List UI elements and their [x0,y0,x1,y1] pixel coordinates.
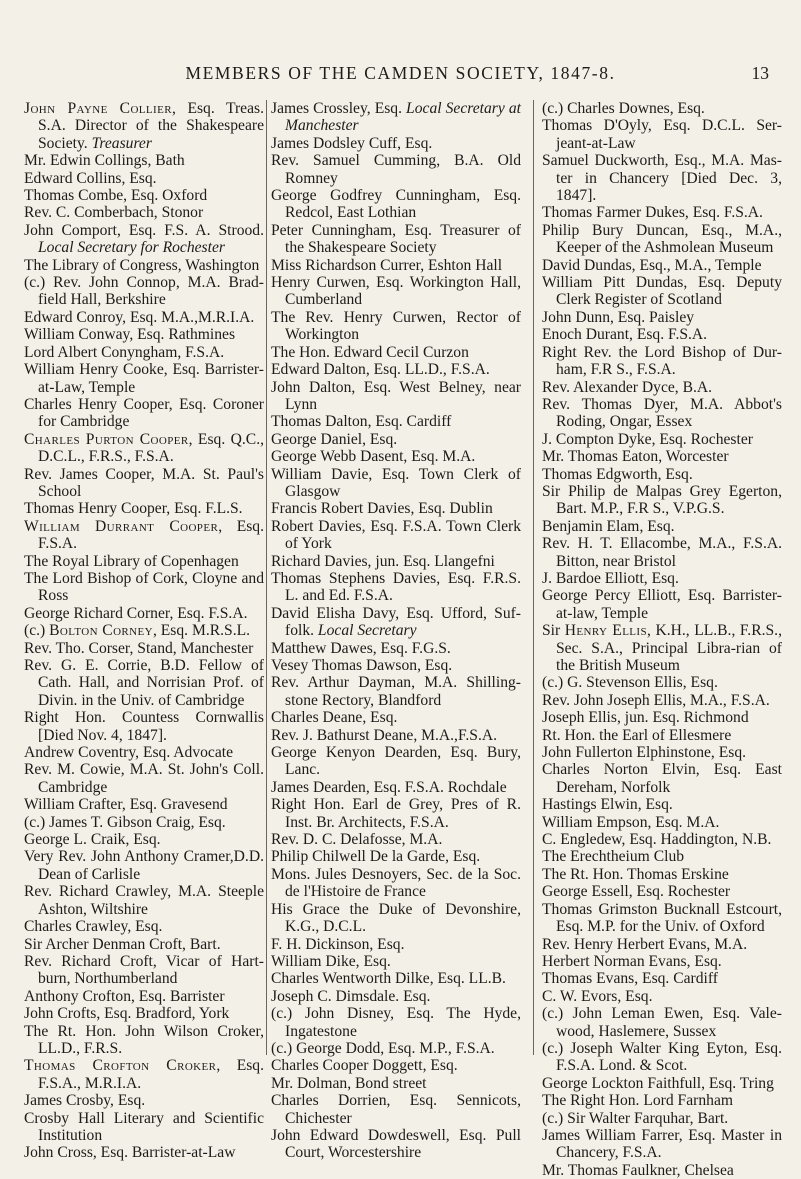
entry-text: C. Engledew, Esq. Haddington, N.B. [542,831,772,849]
entry-text: Rev. Richard Croft, Vicar of Hart-burn, Northumberland [24,952,264,988]
entry-text: , Esq. F.S.A. [38,517,264,553]
entry-text: The Rt. Hon. Thomas Erskine [542,865,729,883]
member-entry [542,344,782,379]
member-entry [271,309,521,344]
member-entry [271,413,521,430]
member-entry [24,257,264,274]
member-entry [542,692,782,709]
member-entry [24,204,264,221]
entry-text: William Davie, Esq. Town Clerk of Glasgow [271,465,521,500]
entry-text: Thomas Edgworth, Esq. [542,465,693,483]
member-entry [542,1127,782,1162]
entry-text: Thomas Stephens Davies, Esq. F.R.S. L. and Ed. F.S.A. [271,569,521,605]
entry-text: George Percy Elliott, Esq. Barrister-at-law, Temple [542,587,782,622]
member-entry [271,640,521,657]
entry-text: Rev. Tho. Corser, Stand, Manchester [24,639,254,657]
member-entry [542,100,782,117]
entry-text: William Crafter, Esq. Gravesend [24,796,228,814]
entry-text: Thomas D'Oyly, Esq. D.C.L. Ser-jeant-at-Law [542,117,782,152]
member-entry [542,709,782,726]
member-entry [24,1057,264,1092]
entry-text: Right Hon. Countess Cornwallis [Died Nov. 4, 1847]. [24,709,264,744]
member-entry [271,796,521,831]
member-entry [271,953,521,970]
entry-text: George Essell, Esq. Rochester [542,883,731,901]
entry-text: Benjamin Elam, Esq. [542,517,675,535]
office-italic: Local Secretary [317,622,417,640]
member-entry [24,744,264,761]
member-entry [271,187,521,222]
entry-text: Very Rev. John Anthony Cramer,D.D. Dean of Carlisle [24,848,264,883]
entry-text: John Edward Dowdeswell, Esq. Pull Court, Worcestershire [271,1126,521,1162]
member-entry [24,918,264,935]
entry-text: (c.) [24,622,50,640]
member-entry [542,204,782,221]
member-entry [271,431,521,448]
entry-text: John Fullerton Elphinstone, Esq. [542,744,747,762]
entry-text: Miss Richardson Currer, Eshton Hall [271,256,503,274]
member-entry [542,518,782,535]
entry-text: Rev. Samuel Cumming, B.A. Old Romney [271,152,521,187]
member-entry [24,187,264,204]
member-entry [24,709,264,744]
entry-text: James William Farrer, Esq. Master in Chancery, F.S.A. [542,1126,782,1162]
entry-text: Rev. H. T. Ellacombe, M.A., F.S.A. Bitton, near Bristol [542,535,782,570]
member-entry [271,988,521,1005]
member-entry [24,831,264,848]
member-entry [24,170,264,187]
entry-text: William Conway, Esq. Rathmines [24,326,236,344]
member-entry [271,1040,521,1057]
member-entry [542,953,782,970]
entry-text: James Dearden, Esq. F.S.A. Rochdale [271,778,507,796]
entry-text: Philip Bury Duncan, Esq., M.A., Keeper of the Ashmolean Museum [542,221,782,257]
entry-text: Thomas Dalton, Esq. Cardiff [271,413,452,431]
member-entry [542,936,782,953]
member-entry [271,466,521,501]
member-name-smallcaps: Charles Purton Cooper [24,430,189,448]
entry-text: Mr. Thomas Faulkner, Chelsea [542,1161,734,1179]
entry-text: David Dundas, Esq., M.A., Temple [542,256,762,274]
member-entry [542,1075,782,1092]
entry-text: , Esq. M.R.S.L. [152,622,251,640]
member-name-smallcaps: Bolton Corney [49,622,153,640]
column-rule [533,100,534,1055]
entry-text: , Esq. Treas. S.A. Director of the Shakespeare Society. [38,100,264,152]
member-entry [24,431,264,466]
entry-text: Rev. Richard Crawley, M.A. Steeple Ashton, Wiltshire [24,883,264,918]
member-entry [542,970,782,987]
entry-text: Thomas Combe, Esq. Oxford [24,187,208,205]
member-entry [271,657,521,674]
entry-text: John Crofts, Esq. Bradford, York [24,1005,230,1023]
member-entry [271,1092,521,1127]
member-entry [24,100,264,152]
entry-text: (c.) Joseph Walter King Eyton, Esq. F.S.A. Lond. & Scot. [542,1039,782,1075]
entry-text: Charles Norton Elvin, Esq. East Dereham, Norfolk [542,761,782,796]
member-entry [24,518,264,553]
entry-text: The Right Hon. Lord Farnham [542,1092,733,1110]
member-entry [24,814,264,831]
member-entry [24,848,264,883]
entry-text: F. H. Dickinson, Esq. [271,935,405,953]
entry-text: Right Hon. Earl de Grey, Pres of R. Inst. Br. Architects, F.S.A. [271,796,521,831]
member-entry [24,605,264,622]
entry-text: George Webb Dasent, Esq. M.A. [271,448,476,466]
member-entry [542,117,782,152]
member-entry [271,866,521,901]
member-entry [271,936,521,953]
entry-text: Lord Albert Conyngham, F.S.A. [24,343,225,361]
member-entry [542,483,782,518]
member-entry [24,396,264,431]
running-head [0,63,801,87]
member-entry [24,657,264,709]
member-entry [271,727,521,744]
entry-text: James Crossley, Esq. [271,100,407,117]
entry-text: George Daniel, Esq. [271,430,398,448]
member-entry [271,605,521,640]
entry-text: , Esq. Q.C., D.C.L., F.R.S., F.S.A. [38,430,265,466]
member-entry [542,814,782,831]
entry-text: Sir Archer Denman Croft, Bart. [24,935,221,953]
member-entry [271,274,521,309]
entry-text: C. W. Evors, Esq. [542,987,653,1005]
column-rule [266,100,267,1055]
entry-text: Thomas Farmer Dukes, Esq. F.S.A. [542,204,763,222]
entry-text: (c.) John Disney, Esq. The Hyde, Ingatestone [271,1005,521,1040]
entry-text: Rev. Henry Herbert Evans, M.A. [542,935,748,953]
member-entry [542,796,782,813]
entry-text: Charles Deane, Esq. [271,709,398,727]
member-entry [271,379,521,414]
entry-text: Richard Davies, jun. Esq. Llangefni [271,552,495,570]
entry-text: Sir Philip de Malpas Grey Egerton, Bart. M.P., F.R S., V.P.G.S. [542,482,782,518]
member-entry [24,274,264,309]
entry-text: The Royal Library of Copenhagen [24,552,239,570]
member-entry [542,396,782,431]
member-entry [542,988,782,1005]
page-number: 13 [751,63,769,83]
entry-text: William Dike, Esq. [271,952,391,970]
entry-text: William Pitt Dundas, Esq. Deputy Clerk Register of Scotland [542,274,782,309]
member-entry [542,570,782,587]
entry-text: Rev. James Cooper, M.A. St. Paul's School [24,465,264,500]
entry-text: George Lockton Faithfull, Esq. Tring [542,1074,774,1092]
entry-text: Peter Cunningham, Esq. Treasurer of the Shakespeare Society [271,221,521,257]
entry-text: , K.H., LL.B., F.R.S., Sec. S.A., Principal Libra-rian of the British Museum [556,622,782,674]
member-entry [542,535,782,570]
entry-text: Mr. Thomas Eaton, Worcester [542,448,729,466]
member-entry [24,222,264,257]
office-italic: Local Secretary for Rochester [38,239,225,257]
entry-text: William Empson, Esq. M.A. [542,813,720,831]
member-entry [24,570,264,605]
entry-text: (c.) Sir Walter Farquhar, Bart. [542,1109,729,1127]
entry-text: Edward Dalton, Esq. LL.D., F.S.A. [271,361,490,379]
entry-text: Rev. G. E. Corrie, B.D. Fellow of Cath. Hall, and Norrisian Prof. of Divin. in the Univ. of Cambridge [24,657,264,709]
entry-text: The Lord Bishop of Cork, Cloyne and Ross [24,569,264,605]
entry-text: The Hon. Edward Cecil Curzon [271,343,469,361]
member-entry [271,831,521,848]
entry-text: (c.) Charles Downes, Esq. [542,100,705,117]
member-entry [24,883,264,918]
entry-text: Herbert Norman Evans, Esq. [542,952,722,970]
entry-text: Rev. J. Bathurst Deane, M.A.,F.S.A. [271,726,498,744]
entry-text: Hastings Elwin, Esq. [542,796,673,814]
entry-text: Charles Dorrien, Esq. Sennicots, Chichester [271,1092,521,1127]
member-entry [271,518,521,553]
entry-text: Charles Wentworth Dilke, Esq. LL.B. [271,970,506,988]
member-entry [542,848,782,865]
member-entry [24,988,264,1005]
member-entry [542,466,782,483]
member-entry [271,135,521,152]
member-entry [271,500,521,517]
member-entry [271,344,521,361]
entry-text: Edward Conroy, Esq. M.A.,M.R.I.A. [24,308,255,326]
entry-text: Mr. Dolman, Bond street [271,1074,427,1092]
entry-text: , Esq. F.S.A., M.R.I.A. [38,1057,264,1092]
entry-text: J. Compton Dyke, Esq. Rochester [542,430,753,448]
entry-text: Rev. Thomas Dyer, M.A. Abbot's Roding, Ongar, Essex [542,395,782,431]
member-entry [542,309,782,326]
entry-text: Thomas Henry Cooper, Esq. F.L.S. [24,500,243,518]
entry-text: Mons. Jules Desnoyers, Sec. de la Soc. de l'Histoire de France [271,865,521,901]
entry-text: (c.) James T. Gibson Craig, Esq. [24,813,226,831]
member-name-smallcaps: William Durrant Cooper [24,517,219,535]
member-entry [542,1092,782,1109]
member-entry [542,587,782,622]
member-entry [24,326,264,343]
entry-text: George Godfrey Cunningham, Esq. Redcol, East Lothian [271,187,521,222]
member-entry [542,727,782,744]
entry-text: Andrew Coventry, Esq. Advocate [24,744,234,762]
member-entry [271,448,521,465]
entry-text: J. Bardoe Elliott, Esq. [542,569,679,587]
member-column-2 [271,100,521,1162]
member-name-smallcaps: John Payne Collier [24,100,172,117]
member-entry [24,1023,264,1058]
entry-text: John Comport, Esq. F.S. A. Strood. [24,221,264,239]
member-entry [271,361,521,378]
entry-text: Rev. D. C. Delafosse, M.A. [271,831,443,849]
member-entry [24,361,264,396]
member-entry [542,448,782,465]
member-entry [542,1110,782,1127]
entry-text: Edward Collins, Esq. [24,169,157,187]
entry-text: John Dunn, Esq. Paisley [542,308,695,326]
member-entry [24,936,264,953]
member-entry [24,953,264,988]
member-name-smallcaps: Thomas Crofton Croker [24,1057,217,1075]
member-entry [542,222,782,257]
entry-text: John Dalton, Esq. West Belney, near Lynn [271,378,521,413]
member-column-1 [24,100,264,1162]
entry-text: Anthony Crofton, Esq. Barrister [24,987,225,1005]
member-entry [542,622,782,674]
member-entry [542,674,782,691]
member-entry [24,761,264,796]
member-entry [24,500,264,517]
member-entry [271,1127,521,1162]
entry-text: Mr. Edwin Collings, Bath [24,152,185,170]
member-entry [271,744,521,779]
office-italic: Local Secretary at Manchester [285,100,521,135]
member-entry [542,1040,782,1075]
entry-text: Charles Henry Cooper, Esq. Coroner for Cambridge [24,395,264,431]
entry-text: Thomas Grimston Bucknall Estcourt, Esq. M.P. for the Univ. of Oxford [542,900,782,936]
member-entry [271,553,521,570]
member-entry [542,257,782,274]
entry-text: (c.) Rev. John Connop, M.A. Brad-field Hall, Berkshire [24,274,264,309]
member-entry [271,222,521,257]
entry-text: Thomas Evans, Esq. Cardiff [542,970,718,988]
member-entry [542,431,782,448]
entry-text: Rt. Hon. the Earl of Ellesmere [542,726,732,744]
entry-text: Rev. C. Comberbach, Stonor [24,204,204,222]
member-entry [24,1092,264,1109]
member-entry [24,344,264,361]
member-entry [271,570,521,605]
entry-text: The Library of Congress, Washington [24,256,260,274]
member-entry [24,622,264,639]
entry-text: James Crosby, Esq. [24,1092,146,1110]
entry-text: The Erechtheium Club [542,848,685,866]
entry-text: Francis Robert Davies, Esq. Dublin [271,500,493,518]
member-entry [542,1005,782,1040]
entry-text: David Elisha Davy, Esq. Ufford, Suf-folk. [271,604,521,640]
member-entry [271,779,521,796]
member-entry [542,274,782,309]
member-entry [24,466,264,501]
member-entry [24,152,264,169]
member-entry [271,1005,521,1040]
entry-text: (c.) G. Stevenson Ellis, Esq. [542,674,718,692]
entry-text: Rev. John Joseph Ellis, M.A., F.S.A. [542,691,770,709]
member-entry [542,901,782,936]
member-entry [271,970,521,987]
entry-text: George Kenyon Dearden, Esq. Bury, Lanc. [271,744,521,779]
entry-text: George Richard Corner, Esq. F.S.A. [24,604,248,622]
member-entry [24,1110,264,1145]
member-entry [542,866,782,883]
entry-text: James Dodsley Cuff, Esq. [271,134,433,152]
member-entry [271,100,521,135]
entry-text: Joseph C. Dimsdale. Esq. [271,987,431,1005]
member-entry [542,379,782,396]
entry-text: Rev. Arthur Dayman, M.A. Shilling-stone Rectory, Blandford [271,674,521,709]
member-entry [271,848,521,865]
member-entry [542,152,782,204]
member-entry [542,883,782,900]
member-entry [271,901,521,936]
entry-text: John Cross, Esq. Barrister-at-Law [24,1144,236,1162]
running-title: MEMBERS OF THE CAMDEN SOCIETY, 1847-8. [185,63,616,83]
entry-text: Samuel Duckworth, Esq., M.A. Mas-ter in Chancery [Died Dec. 3, 1847]. [542,152,782,205]
entry-text: Rev. M. Cowie, M.A. St. John's Coll. Cambridge [24,761,264,796]
member-name-smallcaps: Henry Ellis [564,622,648,640]
entry-text: Vesey Thomas Dawson, Esq. [271,657,453,674]
member-entry [24,1144,264,1161]
entry-text: Philip Chilwell De la Garde, Esq. [271,848,481,866]
entry-text: Joseph Ellis, jun. Esq. Richmond [542,709,749,727]
member-entry [542,831,782,848]
entry-text: (c.) John Leman Ewen, Esq. Vale-wood, Haslemere, Sussex [542,1005,782,1040]
entry-text: The Rev. Henry Curwen, Rector of Workington [271,308,521,344]
entry-text: Henry Curwen, Esq. Workington Hall, Cumberland [271,274,521,309]
office-italic: Treasurer [91,134,152,152]
entry-text: Sir [542,622,565,640]
member-column-3 [542,100,782,1179]
member-entry [542,761,782,796]
entry-text: Robert Davies, Esq. F.S.A. Town Clerk of York [271,517,521,553]
entry-text: His Grace the Duke of Devonshire, K.G., D.C.L. [271,900,521,936]
member-entry [542,1162,782,1179]
entry-text: Rev. Alexander Dyce, B.A. [542,378,713,396]
member-entry [24,553,264,570]
member-entry [271,1057,521,1074]
entry-text: Matthew Dawes, Esq. F.G.S. [271,639,451,657]
entry-text: Charles Crawley, Esq. [24,918,163,936]
member-entry [542,326,782,343]
entry-text: Right Rev. the Lord Bishop of Dur-ham, F.R S., F.S.A. [542,343,782,379]
member-entry [24,309,264,326]
member-entry [24,796,264,813]
entry-text: George L. Craik, Esq. [24,831,161,849]
member-entry [271,709,521,726]
member-entry [24,1005,264,1022]
member-entry [24,640,264,657]
entry-text: (c.) George Dodd, Esq. M.P., F.S.A. [271,1039,495,1057]
entry-text: Enoch Durant, Esq. F.S.A. [542,326,708,344]
member-entry [542,744,782,761]
entry-text: Charles Cooper Doggett, Esq. [271,1057,458,1075]
member-entry [271,674,521,709]
member-entry [271,152,521,187]
entry-text: William Henry Cooke, Esq. Barrister-at-Law, Temple [24,361,264,396]
entry-text: The Rt. Hon. John Wilson Croker, LL.D., F.R.S. [24,1022,264,1057]
member-entry [271,1075,521,1092]
entry-text: Crosby Hall Literary and Scientific Institution [24,1109,264,1144]
member-entry [271,257,521,274]
